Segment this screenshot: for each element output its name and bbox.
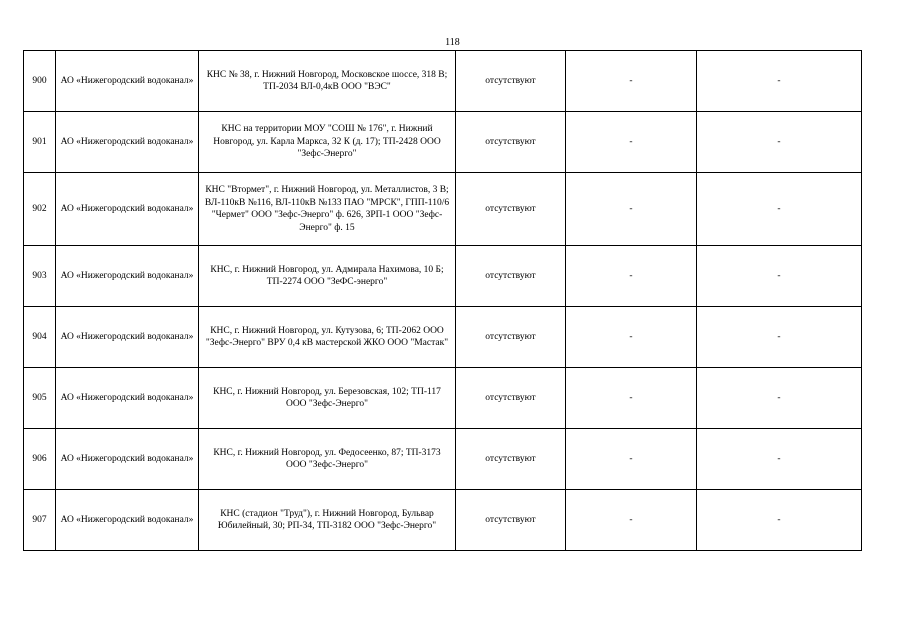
dash-cell-5: - <box>566 307 697 368</box>
row-number-cell: 901 <box>24 112 56 173</box>
organization-cell: АО «Нижегородский водоканал» <box>56 246 199 307</box>
dash-cell-6: - <box>697 307 862 368</box>
table-row <box>24 112 862 173</box>
status-cell: отсутствуют <box>456 429 566 490</box>
object-address-cell: КНС, г. Нижний Новгород, ул. Адмирала Нахимова, 10 Б; ТП-2274 ООО "ЗеФС-энерго" <box>199 246 456 307</box>
organization-cell: АО «Нижегородский водоканал» <box>56 368 199 429</box>
organization-cell: АО «Нижегородский водоканал» <box>56 173 199 246</box>
dash-cell-5: - <box>566 51 697 112</box>
object-address-cell: КНС "Втормет", г. Нижний Новгород, ул. Металлистов, 3 В; ВЛ-110кВ №116, ВЛ-110кВ №133 ПАО "МРСК", ГПП-110/6 "Чермет" ООО "Зефс-Энерго" ф. 626, ЗРП-1 ООО "Зефс-Энерго" ф. 15 <box>199 173 456 246</box>
object-address-cell: КНС на территории МОУ "СОШ № 176", г. Нижний Новгород, ул. Карла Маркса, 32 К (д. 17); ТП-2428 ООО "Зефс-Энерго" <box>199 112 456 173</box>
document-table <box>23 50 862 551</box>
status-cell: отсутствуют <box>456 368 566 429</box>
table-row <box>24 368 862 429</box>
status-cell: отсутствуют <box>456 112 566 173</box>
organization-cell: АО «Нижегородский водоканал» <box>56 307 199 368</box>
row-number-cell: 906 <box>24 429 56 490</box>
dash-cell-5: - <box>566 490 697 551</box>
dash-cell-5: - <box>566 173 697 246</box>
table-row <box>24 307 862 368</box>
organization-cell: АО «Нижегородский водоканал» <box>56 112 199 173</box>
status-cell: отсутствуют <box>456 246 566 307</box>
object-address-cell: КНС, г. Нижний Новгород, ул. Федосеенко, 87; ТП-3173 ООО "Зефс-Энерго" <box>199 429 456 490</box>
object-address-cell: КНС, г. Нижний Новгород, ул. Кутузова, 6; ТП-2062 ООО "Зефс-Энерго" ВРУ 0,4 кВ мастерской ЖКО ООО "Мастак" <box>199 307 456 368</box>
table-row <box>24 429 862 490</box>
dash-cell-6: - <box>697 112 862 173</box>
dash-cell-5: - <box>566 112 697 173</box>
row-number-cell: 902 <box>24 173 56 246</box>
dash-cell-6: - <box>697 429 862 490</box>
organization-cell: АО «Нижегородский водоканал» <box>56 429 199 490</box>
row-number-cell: 903 <box>24 246 56 307</box>
row-number-cell: 907 <box>24 490 56 551</box>
dash-cell-6: - <box>697 173 862 246</box>
organization-cell: АО «Нижегородский водоканал» <box>56 51 199 112</box>
object-address-cell: КНС № 38, г. Нижний Новгород, Московское шоссе, 318 В; ТП-2034 ВЛ-0,4кВ ООО "ВЭС" <box>199 51 456 112</box>
row-number-cell: 905 <box>24 368 56 429</box>
table-row <box>24 173 862 246</box>
table-row <box>24 246 862 307</box>
row-number-cell: 904 <box>24 307 56 368</box>
status-cell: отсутствуют <box>456 307 566 368</box>
status-cell: отсутствуют <box>456 490 566 551</box>
dash-cell-6: - <box>697 368 862 429</box>
dash-cell-6: - <box>697 51 862 112</box>
table-row <box>24 490 862 551</box>
status-cell: отсутствуют <box>456 51 566 112</box>
dash-cell-5: - <box>566 429 697 490</box>
dash-cell-6: - <box>697 246 862 307</box>
row-number-cell: 900 <box>24 51 56 112</box>
page-number: 118 <box>445 37 460 48</box>
table-row <box>24 51 862 112</box>
object-address-cell: КНС (стадион "Труд"), г. Нижний Новгород, Бульвар Юбилейный, 30; РП-34, ТП-3182 ООО "Зефс-Энерго" <box>199 490 456 551</box>
organization-cell: АО «Нижегородский водоканал» <box>56 490 199 551</box>
status-cell: отсутствуют <box>456 173 566 246</box>
dash-cell-5: - <box>566 368 697 429</box>
dash-cell-5: - <box>566 246 697 307</box>
dash-cell-6: - <box>697 490 862 551</box>
object-address-cell: КНС, г. Нижний Новгород, ул. Березовская, 102; ТП-117 ООО "Зефс-Энерго" <box>199 368 456 429</box>
